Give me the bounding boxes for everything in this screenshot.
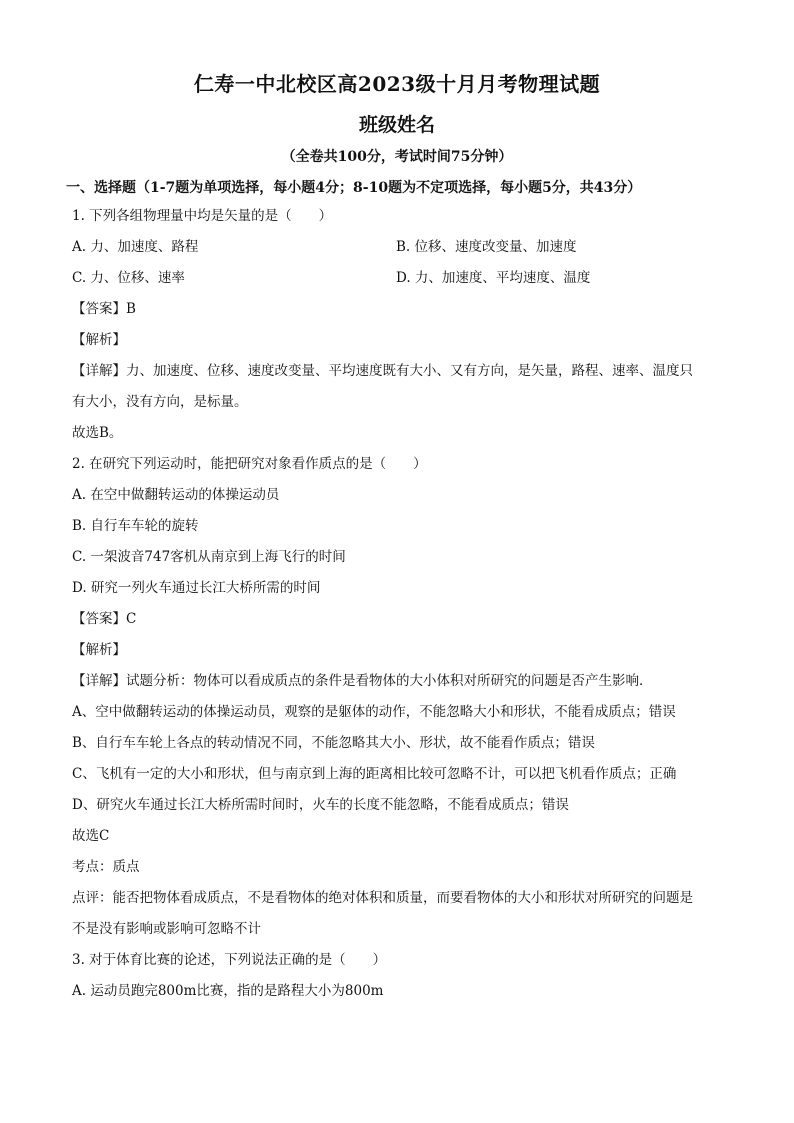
q1-option-a: A. 力、加速度、路程 <box>72 239 199 255</box>
q1-stem: 1. 下列各组物理量中均是矢量的是（ ） <box>72 208 333 224</box>
q2-option-b: B. 自行车车轮的旋转 <box>72 518 199 534</box>
q2-option-c: C. 一架波音747客机从南京到上海飞行的时间 <box>72 549 346 565</box>
q1-option-c: C. 力、位移、速率 <box>72 270 185 286</box>
q2-stem: 2. 在研究下列运动时，能把研究对象看作质点的是（ ） <box>72 456 427 472</box>
q1-options-row-1 <box>72 232 722 263</box>
q2-conclusion: 故选C <box>72 828 110 844</box>
q2-explain-a: A、空中做翻转运动的体操运动员，观察的是躯体的动作，不能忽略大小和形状，不能看成质点；错误 <box>72 704 676 720</box>
q2-comment-line-2: 不是没有影响或影响可忽略不计 <box>72 921 261 937</box>
q1-options-row-2 <box>72 263 722 294</box>
q2-option-d: D. 研究一列火车通过长江大桥所需的时间 <box>72 580 321 596</box>
q1-answer: 【答案】B <box>72 301 136 317</box>
q2-detail: 【详解】试题分析：物体可以看成质点的条件是看物体的大小体积对所研究的问题是否产生影响． <box>72 673 653 689</box>
q2-analysis-label: 【解析】 <box>72 642 126 658</box>
q3-option-a: A. 运动员跑完800m比赛，指的是路程大小为800m <box>72 983 384 999</box>
q2-point: 考点：质点 <box>72 859 140 875</box>
q2-explain-c: C、飞机有一定的大小和形状，但与南京到上海的距离相比较可忽略不计，可以把飞机看作质点；正确 <box>72 766 677 782</box>
q2-explain-d: D、研究火车通过长江大桥所需时间时，火车的长度不能忽略，不能看成质点；错误 <box>72 797 569 813</box>
section-heading: 一、选择题（1-7题为单项选择，每小题4分；8-10题为不定项选择，每小题5分，共43分） <box>66 180 642 196</box>
q2-comment-line-1: 点评：能否把物体看成质点，不是看物体的绝对体积和质量，而要看物体的大小和形状对所研究的问题是 <box>72 890 693 906</box>
q2-explain-b: B、自行车车轮上各点的转动情况不同，不能忽略其大小、形状，故不能看作质点；错误 <box>72 735 595 751</box>
q1-option-d: D. 力、加速度、平均速度、温度 <box>396 270 591 286</box>
q1-detail-line-2: 有大小，没有方向，是标量。 <box>72 394 248 410</box>
class-name-line: 班级姓名 <box>358 114 435 136</box>
q2-option-a: A. 在空中做翻转运动的体操运动员 <box>72 487 280 503</box>
page-title: 仁寿一中北校区高2023级十月月考物理试题 <box>193 72 601 96</box>
q1-detail-line-1: 【详解】力、加速度、位移、速度改变量、平均速度既有大小、又有方向，是矢量，路程、速率、温度只 <box>72 363 693 379</box>
q1-analysis-label: 【解析】 <box>72 332 126 348</box>
q1-option-b: B. 位移、速度改变量、加速度 <box>396 239 577 255</box>
exam-note: （全卷共100分，考试时间75分钟） <box>281 149 513 165</box>
q2-answer: 【答案】C <box>72 611 137 627</box>
q1-conclusion: 故选B。 <box>72 425 123 441</box>
q3-stem: 3. 对于体育比赛的论述，下列说法正确的是（ ） <box>72 952 387 968</box>
